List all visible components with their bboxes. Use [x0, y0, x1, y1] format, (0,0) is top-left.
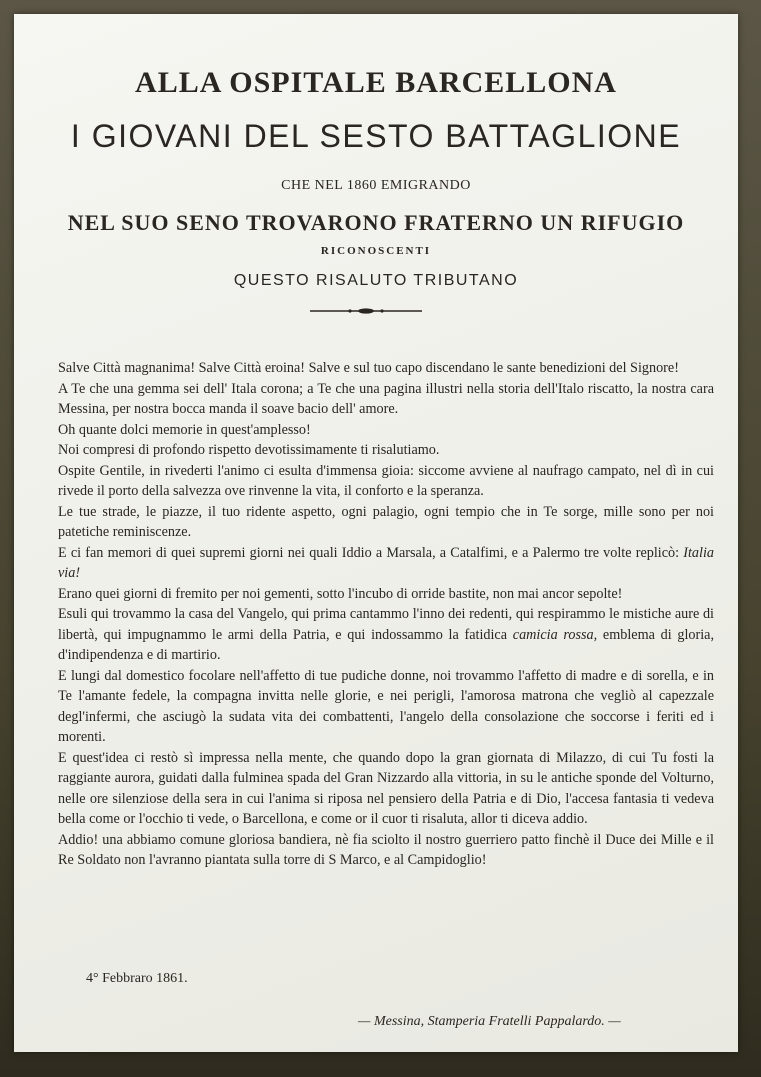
- paragraph: [58, 543, 714, 584]
- body-text: [58, 358, 714, 871]
- emphasis-text: Italia via!: [58, 544, 715, 581]
- header-line-4: NEL SUO SENO TROVARONO FRATERNO UN RIFUGIO: [67, 210, 685, 235]
- paragraph: Salve Città magnanima! Salve Città eroina! Salve e sul tuo capo discendano le sante benedizioni del Signore!: [58, 360, 679, 376]
- paragraph: Ospite Gentile, in rivederti l'animo ci esulta d'immensa gioia: siccome avviene al naufrago campato, nel dì in cui rivede il porto della salvezza ove rinvenne la vita, il conforto e la speranza.: [58, 462, 714, 499]
- paragraph: Addio! una abbiamo comune gloriosa bandiera, nè fia sciolto il nostro guerriero patto finchè il Duce dei Mille e il Re Soldato non l'avranno piantata sulla torre di S Marco, e al Campidoglio!: [58, 831, 714, 868]
- header-line-5: RICONOSCENTI: [320, 245, 432, 257]
- paragraph: E quest'idea ci restò sì impressa nella mente, che quando dopo la gran giornata di Milazzo, di cui Tu fosti la raggiante aurora, guidati dalla fulminea spada del Gran Nizzardo alla vittoria, in su le antiche sponde del Volturno, nelle ore silenziose della sera in cui l'anima si riposa nel pensiero della Patria e di Dio, l'accesa fantasia ti vedeva bella come or l'occhio ti vede, o Barcellona, e come or il cuor ti risaluta, allor ti diceva addio.: [58, 749, 714, 827]
- paragraph: Erano quei giorni di fremito per noi gementi, sotto l'incubo di orride bastite, non mai ancor sepolte!: [58, 585, 623, 602]
- header-line-6: QUESTO RISALUTO TRIBUTANO: [233, 272, 519, 289]
- emphasis-text: camicia rossa,: [512, 626, 598, 643]
- paragraph-text: Esuli qui trovammo la casa del Vangelo, qui prima cantammo l'inno dei redenti, qui respirammo le mistiche aure di libertà, qui impugnammo le armi della Patria, e qui indossammo la fatidica: [58, 606, 714, 643]
- paragraph: A Te che una gemma sei dell' Itala corona; a Te che una pagina illustri nella storia dell'Italo riscatto, la nostra cara Messina, per nostra bocca manda il soave bacio dell' amore.: [58, 380, 714, 417]
- header-line-2: I GIOVANI DEL SESTO BATTAGLIONE: [70, 118, 682, 154]
- paragraph: E lungi dal domestico focolare nell'affetto di tue pudiche donne, noi trovammo l'affetto di madre e di sorella, e in Te l'amante fedele, la compagna invitta nelle glorie, e nei perigli, l'amorosa matrona che vegliò al capezzale degl'infermi, che asciugò la sudata vita dei combattenti, l'angelo della consolazione che soccorse i feriti ed i morenti.: [58, 667, 714, 745]
- paragraph: Oh quante dolci memorie in quest'amplesso!: [58, 421, 311, 438]
- header-line-1: ALLA OSPITALE BARCELLONA: [135, 66, 617, 99]
- header-line-3: CHE NEL 1860 EMIGRANDO: [281, 178, 471, 193]
- printer-line: — Messina, Stamperia Fratelli Pappalardo. —: [358, 1014, 621, 1029]
- date-line: 4° Febbraro 1861.: [86, 971, 188, 986]
- paragraph: Le tue strade, le piazze, il tuo ridente aspetto, ogni palagio, ogni tempio che in Te sorge, mille sono per noi patetiche reminiscenze.: [58, 503, 714, 540]
- paragraph: Noi compresi di profondo rispetto devotissimamente ti risalutiamo.: [58, 442, 440, 458]
- poster-sheet: [14, 14, 738, 1052]
- paragraph-text: emblema di gloria, d'indipendenza e di martirio.: [58, 626, 715, 663]
- paragraph: [58, 604, 714, 666]
- ornament-divider: [308, 307, 424, 315]
- paragraph-text: E ci fan memori di quei supremi giorni nei quali Iddio a Marsala, a Catalfimi, e a Palermo tre volte replicò:: [58, 544, 680, 561]
